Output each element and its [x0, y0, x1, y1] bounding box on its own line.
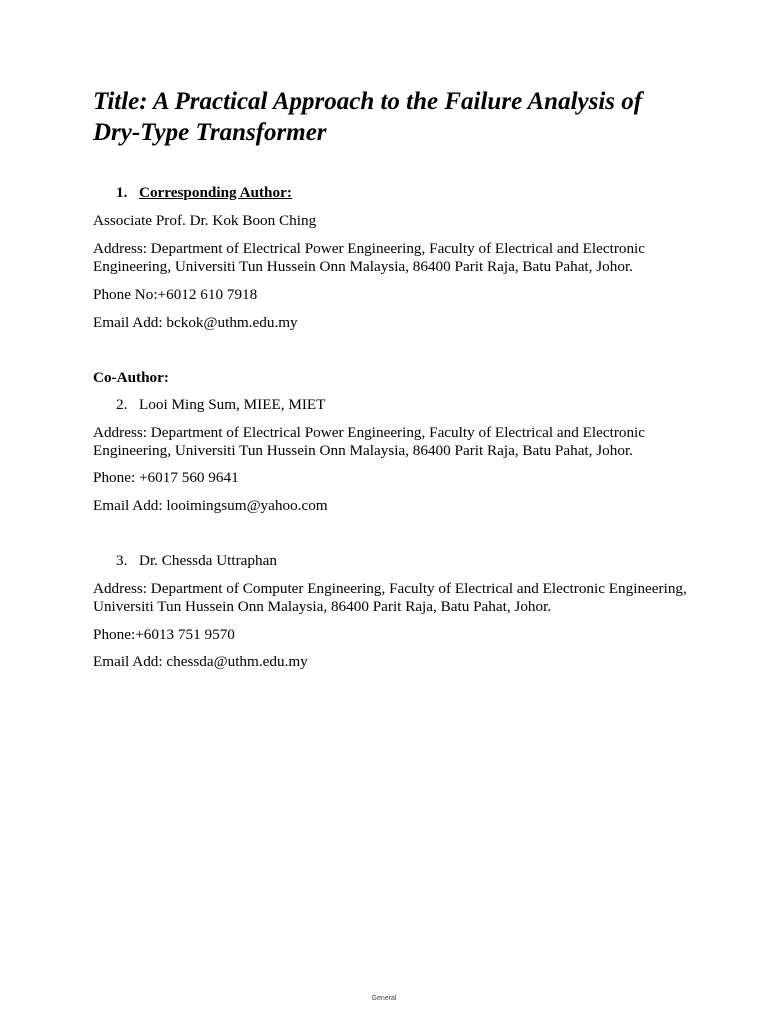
paper-title: Title: A Practical Approach to the Failure Analysis of Dry-Type Transformer [93, 88, 643, 146]
co-author-2-address: Address: Department of Electrical Power Engineering, Faculty of Electrical and Electronic Engineering, Universiti Tun Hussein Onn Malaysia, 86400 Parit Raja, Batu Pahat, Johor. [93, 424, 646, 459]
corresponding-author-label: Corresponding Author: [139, 184, 292, 201]
co-author-3-phone: Phone:+6013 751 9570 [93, 626, 235, 643]
corresponding-author-address: Address: Department of Electrical Power Engineering, Faculty of Electrical and Electronic Engineering, Universiti Tun Hussein Onn Malaysia, 86400 Parit Raja, Batu Pahat, Johor. [93, 240, 646, 275]
classification-footer: General [371, 995, 397, 1002]
corresponding-author-phone: Phone No:+6012 610 7918 [93, 286, 258, 303]
corresponding-author-name: Associate Prof. Dr. Kok Boon Ching [93, 212, 317, 229]
co-author-2-phone: Phone: +6017 560 9641 [93, 469, 239, 486]
co-author-2-email: Email Add: looimingsum@yahoo.com [93, 497, 328, 514]
co-author-3-address: Address: Department of Computer Engineering, Faculty of Electrical and Electronic Engineering, Universiti Tun Hussein Onn Malaysia, 86400 Parit Raja, Batu Pahat, Johor. [93, 580, 687, 615]
corresponding-author-email: Email Add: bckok@uthm.edu.my [93, 314, 298, 331]
co-author-heading: Co-Author: [93, 369, 169, 386]
co-author-2-name: Looi Ming Sum, MIEE, MIET [139, 396, 326, 413]
co-author-3-name: Dr. Chessda Uttraphan [139, 552, 277, 569]
list-number: 1. [116, 184, 128, 201]
list-number: 3. [116, 552, 128, 569]
list-number: 2. [116, 396, 128, 413]
co-author-3-email: Email Add: chessda@uthm.edu.my [93, 653, 308, 670]
